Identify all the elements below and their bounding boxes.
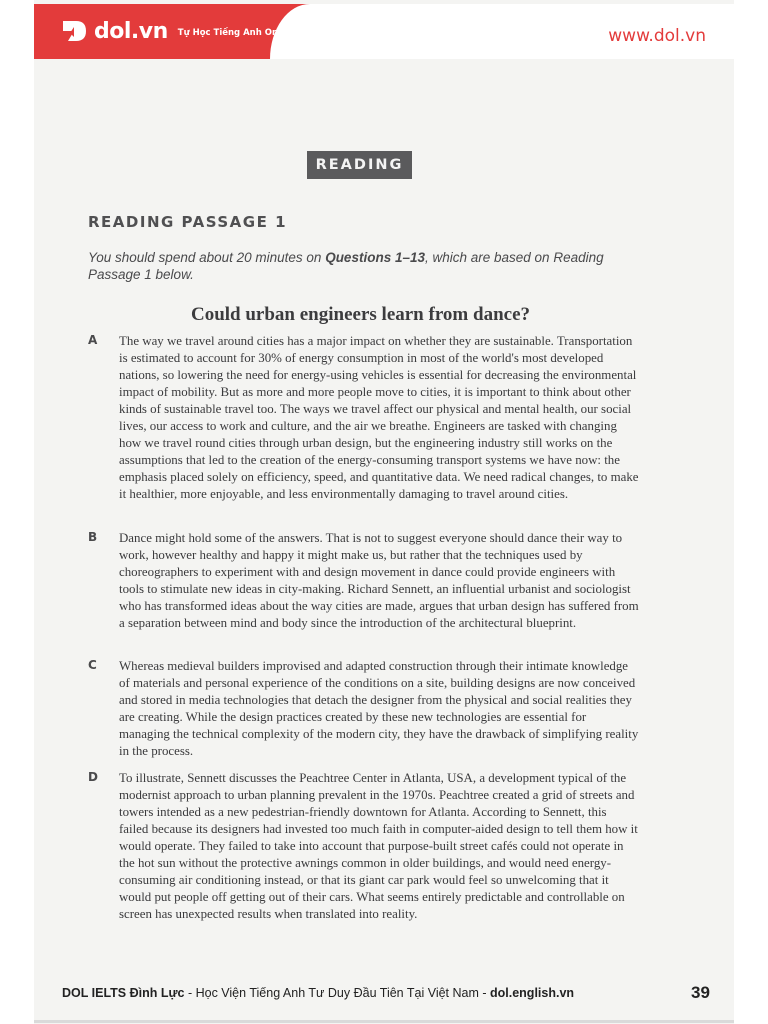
logo-text: dol.vn xyxy=(94,18,168,44)
paragraph-letter: D xyxy=(88,770,98,784)
passage-heading: READING PASSAGE 1 xyxy=(88,213,288,231)
instructions-after: , which are based on Reading Passage 1 below. xyxy=(88,250,604,282)
instructions-before: You should spend about 20 minutes on xyxy=(88,250,326,265)
footer-url-link[interactable]: dol.english.vn xyxy=(490,986,575,1000)
logo-tagline: Tự Học Tiếng Anh Online xyxy=(177,28,296,38)
passage-title: Could urban engineers learn from dance? xyxy=(190,304,530,325)
paragraph-letter: A xyxy=(88,333,98,347)
paragraph-text: The way we travel around cities has a major impact on whether they are sustainable. Transportation is estimated to account for 30% of energy consumption in most of the world's most developed nations, so lowering the need for energy-using vehicles is essential for decreasing the environmental impact of mobility. But as more and more people move to cities, it is important to think about other kinds of sustainable travel too. The ways we travel affect our physical and mental health, our social lives, our access to work and culture, and the air we breathe. Engineers are tasked with changing how we travel round cities through urban design, but the engineering industry still works on the assumptions that led to the creation of the energy-consuming transport systems we have now: the emphasis placed solely on efficiency, speed, and quantitative data. We need radical changes, to make it healthier, more enjoyable, and less environmentally damaging to travel around cities. xyxy=(119,334,639,501)
footer-divider xyxy=(34,1020,734,1023)
paragraph-text: To illustrate, Sennett discusses the Peachtree Center in Atlanta, USA, a development typical of the modernist approach to urban planning prevalent in the 1970s. Peachtree created a grid of streets and towers intended as a new pedestrian-friendly downtown for Atlanta. According to Sennett, this failed because its designers had invested too much faith in computer-aided design to tell them how it would operate. They failed to take into account that purpose-built street cafés could not operate in the hot sun without the protective awnings common in older buildings, and would need energy-consuming air conditioning instead, or that its giant car park would feel so unwelcoming that it would put people off getting out of their cars. What seems entirely predictable and controllable on screen has unexpected results when translated into reality. xyxy=(119,771,638,921)
section-badge: READING xyxy=(307,151,412,179)
instructions-questions: Questions 1–13 xyxy=(325,250,425,265)
footer-separator: - xyxy=(184,986,196,1000)
paragraph-letter: C xyxy=(88,658,97,672)
instructions xyxy=(88,249,633,283)
footer-separator: - xyxy=(478,986,490,1000)
paragraph-text: Whereas medieval builders improvised and adapted construction through their intimate knowledge of materials and personal experience of the conditions on a site, building designs are now conceived and stored in media technologies that detach the designer from the physical and social realities they are creating. While the design practices created by these new technologies are essential for managing the technical complexity of the modern city, they have the drawback of simplifying reality in the process. xyxy=(119,659,639,758)
footer-brand: DOL IELTS Đình Lực xyxy=(62,986,185,1000)
footer-tagline: Học Viện Tiếng Anh Tư Duy Đầu Tiên Tại Việt Nam xyxy=(195,986,479,1000)
page-number: 39 xyxy=(691,983,710,1002)
paragraph-text: Dance might hold some of the answers. That is not to suggest everyone should dance their way to work, however healthy and happy it might make us, but rather that the techniques used by choreographers to experiment with and design movement in dance could provide engineers with tools to stimulate new ideas in city-making. Richard Sennett, an influential urbanist and sociologist who has transformed ideas about the way cities are made, argues that urban design has suffered from a separation between mind and body since the introduction of the architectural blueprint. xyxy=(119,531,639,630)
footer-text xyxy=(62,986,574,1000)
dol-logo[interactable] xyxy=(60,16,296,46)
dol-logo-icon xyxy=(60,17,88,45)
paragraph-letter: B xyxy=(88,530,98,544)
site-url-link[interactable]: www.dol.vn xyxy=(608,26,706,46)
